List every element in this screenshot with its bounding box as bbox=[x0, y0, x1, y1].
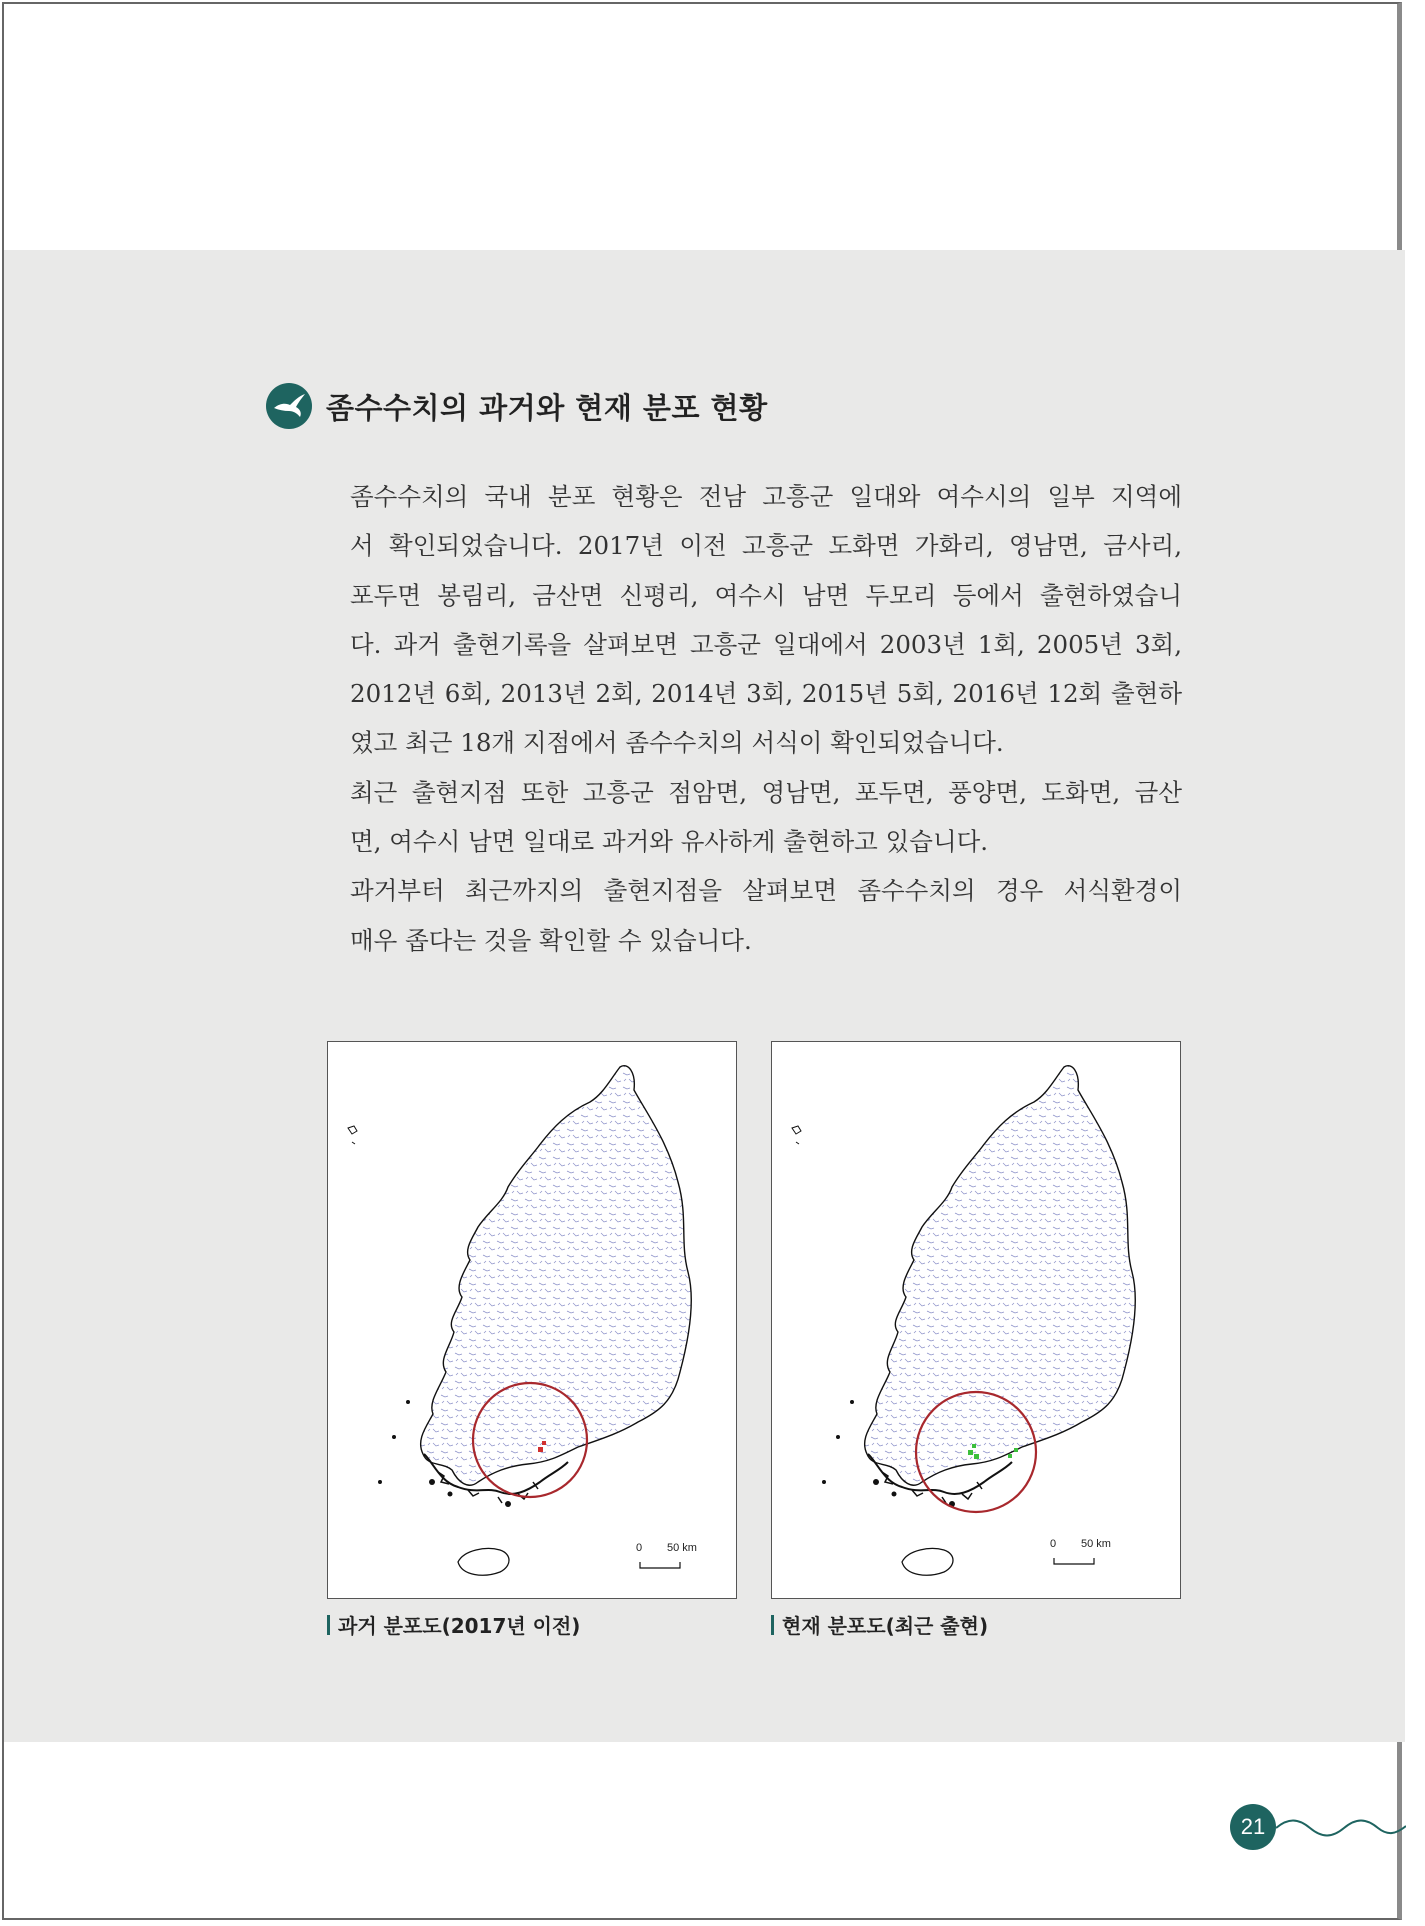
occurrence-marker bbox=[1014, 1448, 1018, 1452]
korea-map-past bbox=[328, 1042, 738, 1600]
paragraph-line: 포두면 봉림리, 금산면 신평리, 여수시 남면 두모리 등에서 출현하였습니 bbox=[350, 580, 1182, 610]
scale-bar bbox=[640, 1562, 680, 1568]
occurrence-marker bbox=[972, 1444, 976, 1448]
section-heading bbox=[266, 383, 768, 429]
paragraph-line: 서 확인되었습니다. 2017년 이전 고흥군 도화면 가화리, 영남면, 금사리, bbox=[350, 531, 1182, 561]
body-text bbox=[350, 472, 1182, 965]
paragraph-line: 면, 여수시 남면 일대로 과거와 유사하게 출현하고 있습니다. bbox=[350, 827, 989, 857]
korea-map-current bbox=[772, 1042, 1182, 1600]
map-caption-current bbox=[771, 1610, 988, 1639]
caption-bar bbox=[327, 1615, 330, 1635]
paragraph-line: 다. 과거 출현기록을 살펴보면 고흥군 일대에서 2003년 1회, 2005년 3회, bbox=[350, 629, 1182, 659]
paragraph-line: 2012년 6회, 2013년 2회, 2014년 3회, 2015년 5회, 2016년 12회 출현하 bbox=[350, 679, 1182, 709]
occurrence-marker bbox=[538, 1447, 543, 1452]
page-number: 21 bbox=[1230, 1804, 1276, 1850]
wave-decoration bbox=[1276, 1812, 1406, 1842]
paragraph-line: 좀수수치의 국내 분포 현황은 전남 고흥군 일대와 여수시의 일부 지역에 bbox=[350, 482, 1182, 511]
map-current-distribution bbox=[771, 1041, 1181, 1599]
section-title: 좀수수치의 과거와 현재 분포 현황 bbox=[326, 390, 768, 425]
paragraph-line: 매우 좁다는 것을 확인할 수 있습니다. bbox=[350, 925, 752, 955]
occurrence-marker bbox=[1008, 1454, 1012, 1458]
scale-zero: 0 bbox=[636, 1542, 643, 1554]
scale-bar bbox=[1054, 1558, 1094, 1564]
map-caption-past bbox=[327, 1610, 580, 1639]
scale-label: 50 km bbox=[1081, 1538, 1111, 1550]
caption-bar bbox=[771, 1615, 774, 1635]
paragraph-line: 과거부터 최근까지의 출현지점을 살펴보면 좀수수치의 경우 서식환경이 bbox=[350, 876, 1182, 906]
scale-zero: 0 bbox=[1050, 1538, 1057, 1550]
caption-text: 현재 분포도(최근 출현) bbox=[782, 1614, 989, 1638]
map-past-distribution bbox=[327, 1041, 737, 1599]
bird-icon bbox=[266, 383, 312, 429]
caption-text: 과거 분포도(2017년 이전) bbox=[338, 1614, 581, 1638]
scale-label: 50 km bbox=[667, 1542, 697, 1554]
paragraph-line: 였고 최근 18개 지점에서 좀수수치의 서식이 확인되었습니다. bbox=[350, 728, 1004, 758]
paragraph-line: 최근 출현지점 또한 고흥군 점암면, 영남면, 포두면, 풍양면, 도화면, 금산 bbox=[350, 777, 1182, 807]
occurrence-marker bbox=[974, 1454, 979, 1459]
occurrence-marker bbox=[542, 1441, 546, 1445]
occurrence-marker bbox=[968, 1450, 973, 1455]
